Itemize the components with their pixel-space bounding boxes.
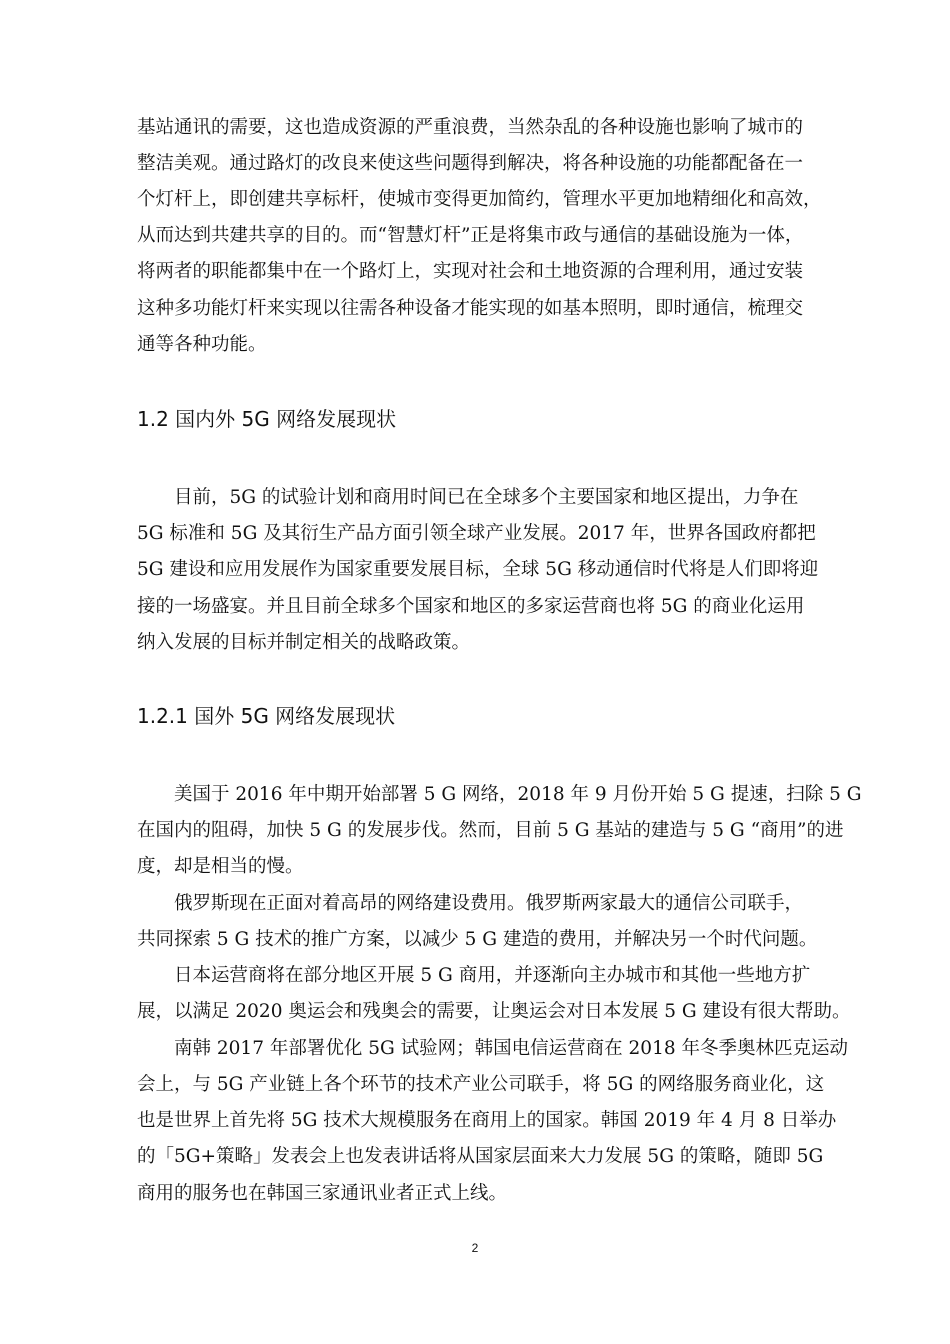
paragraph-line: 会上，与 5G 产业链上各个环节的技术产业公司联手，将 5G 的网络服务商业化，这 (137, 1074, 825, 1095)
page-number: 2 (471, 1241, 479, 1255)
paragraph-line: 5G 标准和 5G 及其衍生产品方面引领全球产业发展。2017 年，世界各国政府都把 (137, 523, 816, 544)
paragraph-line: 也是世界上首先将 5G 技术大规模服务在商用上的国家。韩国 2019 年 4 月 8 日举办 (137, 1110, 837, 1131)
paragraph-line: 将两者的职能都集中在一个路灯上，实现对社会和土地资源的合理利用，通过安装 (137, 261, 804, 282)
paragraph-line: 从而达到共建共享的目的。而“智慧灯杆”正是将集市政与通信的基础设施为一体， (137, 225, 804, 246)
paragraph-line: 5G 建设和应用发展作为国家重要发展目标，全球 5G 移动通信时代将是人们即将迎 (137, 559, 819, 580)
paragraph-line: 美国于 2016 年中期开始部署 5 G 网络，2018 年 9 月份开始 5 G 提速，扫除 5 G (174, 784, 862, 805)
paragraph-line: 这种多功能灯杆来实现以往需各种设备才能实现的如基本照明，即时通信，梳理交 (137, 298, 804, 319)
paragraph-line: 整洁美观。通过路灯的改良来使这些问题得到解决，将各种设施的功能都配备在一 (137, 153, 804, 174)
paragraph-line: 在国内的阻碍，加快 5 G 的发展步伐。然而，目前 5 G 基站的建造与 5 G “商用”的进 (137, 820, 844, 841)
paragraph-line: 个灯杆上，即创建共享标杆，使城市变得更加简约，管理水平更加地精细化和高效， (137, 189, 822, 210)
paragraph-line: 共同探索 5 G 技术的推广方案，以减少 5 G 建造的费用，并解决另一个时代问题。 (137, 929, 818, 950)
paragraph-line: 展，以满足 2020 奥运会和残奥会的需要，让奥运会对日本发展 5 G 建设有很大帮助。 (137, 1001, 851, 1022)
paragraph-line: 俄罗斯现在正面对着高昂的网络建设费用。俄罗斯两家最大的通信公司联手， (174, 893, 804, 914)
paragraph-line: 纳入发展的目标并制定相关的战略政策。 (137, 632, 471, 653)
paragraph-line: 通等各种功能。 (137, 334, 267, 355)
paragraph-line: 度，却是相当的慢。 (137, 856, 304, 877)
paragraph-line: 的「5G+策略」发表会上也发表讲话将从国家层面来大力发展 5G 的策略，随即 5G (137, 1146, 824, 1167)
paragraph-line: 商用的服务也在韩国三家通讯业者正式上线。 (137, 1183, 508, 1204)
paragraph-line: 基站通讯的需要，这也造成资源的严重浪费，当然杂乱的各种设施也影响了城市的 (137, 117, 804, 138)
paragraph-line: 日本运营商将在部分地区开展 5 G 商用，并逐渐向主办城市和其他一些地方扩 (174, 965, 811, 986)
paragraph-line: 接的一场盛宴。并且目前全球多个国家和地区的多家运营商也将 5G 的商业化运用 (137, 596, 805, 617)
paragraph-line: 目前，5G 的试验计划和商用时间已在全球多个主要国家和地区提出，力争在 (174, 487, 799, 508)
section-heading-1-2-1: 1.2.1 国外 5G 网络发展现状 (137, 704, 396, 728)
paragraph-line: 南韩 2017 年部署优化 5G 试验网；韩国电信运营商在 2018 年冬季奥林匹克运动 (174, 1038, 848, 1059)
section-heading-1-2: 1.2 国内外 5G 网络发展现状 (137, 407, 397, 431)
